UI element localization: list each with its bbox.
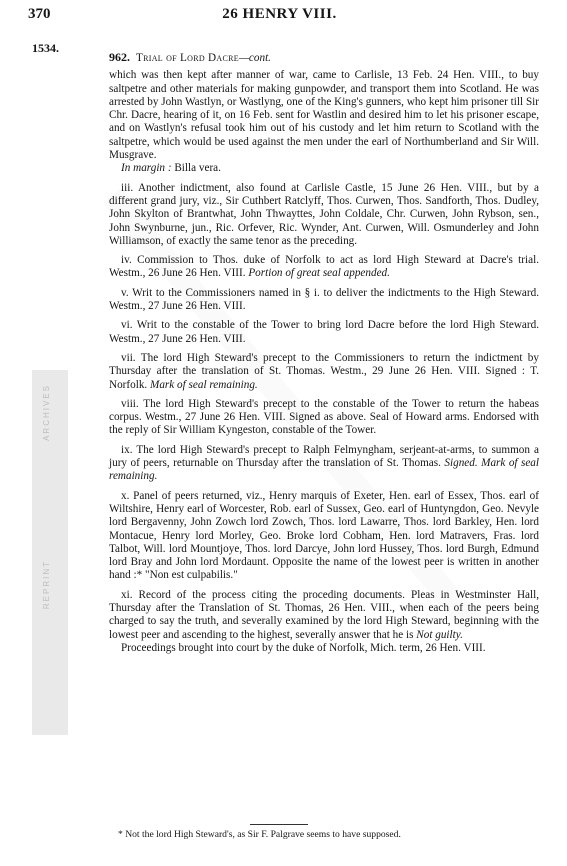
entry-heading bbox=[109, 51, 539, 65]
running-head bbox=[28, 6, 531, 28]
section-vi: vi. Writ to the constable of the Tower to bring lord Dacre before the lord High Steward. Westm., 27 June 26 Hen. VIII. bbox=[109, 319, 539, 345]
section-v: v. Writ to the Commissioners named in § i. to deliver the indictments to the High Steward. Westm., 27 June 26 Hen. VIII. bbox=[109, 286, 539, 313]
in-margin-text: Billa vera. bbox=[171, 162, 221, 175]
section-iv: iv. Commission to Thos. duke of Norfolk to act as lord High Steward at Dacre's trial. Westm., 26 June 26 Hen. VIII. Portion of great seal appended. bbox=[109, 254, 539, 280]
page-title: 26 HENRY VIII. bbox=[222, 6, 337, 22]
section-viii: viii. The lord High Steward's precept to the constable of the Tower to return the habeas corpus. Westm., 27 June 26 Hen. VIII. Signed as above. Seal of Howard arms. Endorsed with the reply of Sir William Kyngeston, constable of the Tower. bbox=[109, 397, 539, 437]
page-number: 370 bbox=[28, 6, 51, 22]
margin-stamp-upper: ARCHIVES bbox=[42, 384, 51, 441]
in-margin-label: In margin : bbox=[121, 162, 172, 175]
section-x: x. Panel of peers returned, viz., Henry marquis of Exeter, Hen. earl of Essex, Thos. earl of Wiltshire, Henry earl of Worcester, Rob. earl of Sussex, Geo. earl of Huntyngdon, Geo. Nevyle lord Bergavenny, John Zowch lord Zowch, Thos. lord Lawarre, Thos. lord Barkley, Hen. lord Montacue, Henry lord Morley, Geo. Broke lord Cobham, Hen. lord Matravers, Fras. lord Talbot, Will. lord Mountjoye, Thos. lord Darcye, John lord Hussey, Thos. lord Burgh, Edmund lord Bray and John lord Mordaunt. Opposite the name of the lowest peer is written in another hand :* "Non est culpabilis." bbox=[109, 489, 539, 582]
margin-stamp bbox=[32, 370, 68, 735]
paragraph-continued: which was then kept after manner of war, came to Carlisle, 13 Feb. 24 Hen. VIII., to buy saltpetre and other materials for making gunpowder, and transport them into Scotland. He was arrested by John Wastlyn, or Wastlyng, one of the King's gunners, who kept him prisoner till Sir Chr. Dacre, hearing of it, on 16 Feb. sent for Wastlin and desired him to let his prisoner escape, and on Wastlyn's refusal took him out of his custody and let him return to Scotland with the saltpetre, which would be used against the men under the earl of Northumberland and Sir Will. Musgrave. bbox=[109, 69, 539, 162]
proceedings-note: Proceedings brought into court by the duke of Norfolk, Mich. term, 26 Hen. VIII. bbox=[121, 641, 486, 654]
margin-stamp-lower: REPRINT bbox=[42, 560, 51, 610]
section-vii: vii. The lord High Steward's precept to the Commissioners to return the indictment by Thursday after the translation of St. Thomas. Westm., 29 June 26 Hen. VIII. Signed : T. Norfolk. Mark of seal remaining. bbox=[109, 351, 539, 391]
entry-number: 962. bbox=[109, 50, 130, 64]
margin-year: 1534. bbox=[32, 41, 59, 55]
footnote-rule bbox=[250, 824, 308, 825]
footnote: * Not the lord High Steward's, as Sir F. Palgrave seems to have supposed. bbox=[118, 829, 401, 840]
entry-title: Trial of Lord Dacre bbox=[136, 52, 239, 64]
in-margin-note bbox=[109, 162, 539, 175]
section-iii: iii. Another indictment, also found at Carlisle Castle, 15 June 26 Hen. VIII., but by a different grand jury, viz., Sir Cuthbert Ratclyff, Thos. Curwen, Thos. Sandforth, Thos. Dudley, John Skylton of Brantwhat, John Thwayttes, John Coldale, Chr. Curwen, John Rybson, sen., John Swynburne, jun., Ric. Orfever, Ric. Wynder, Ant. Curwen, Will. Osmunderley and John Williamson, of exactly the same tenor as the preceding. bbox=[109, 181, 539, 247]
section-ix: ix. The lord High Steward's precept to Ralph Felmyngham, serjeant-at-arms, to summon a jury of peers, returnable on Thursday after the translation of St. Thomas. Signed. Mark of seal remaining. bbox=[109, 443, 540, 483]
document-body bbox=[109, 51, 539, 655]
entry-continued: —cont. bbox=[238, 52, 271, 64]
section-xi: xi. Record of the process citing the proceding documents. Pleas in Westminster Hall, Thursday after the Translation of St. Thomas, 26 Hen. VIII., when each of the peers being charged to say the truth, and severally examined by the lord High Steward, beginning with the lowest peer and ascending to the highest, severally answer that he is Not guilty. bbox=[109, 588, 539, 641]
